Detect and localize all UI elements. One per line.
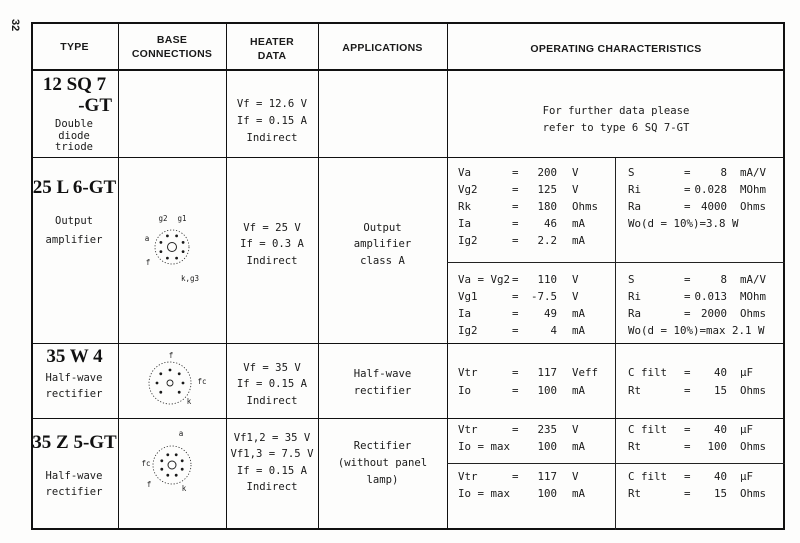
application-line: Output xyxy=(363,221,402,234)
characteristics-group xyxy=(447,364,615,400)
applications xyxy=(318,220,447,270)
characteristic-name: Io = max xyxy=(458,486,511,500)
pin-dot xyxy=(175,235,178,238)
base-center xyxy=(167,380,173,386)
characteristic-eq: = xyxy=(684,439,691,453)
characteristic-row xyxy=(615,288,785,305)
application-line: lamp) xyxy=(366,473,399,486)
characteristic-value: 0.013 xyxy=(694,290,727,303)
characteristic-eq: = xyxy=(684,486,691,500)
tube-description xyxy=(31,468,117,500)
characteristic-value: 40 xyxy=(713,422,727,436)
characteristic-unit: MOhm xyxy=(740,290,767,303)
characteristic-row xyxy=(447,364,615,382)
characteristic-value: 4000 xyxy=(700,200,727,213)
application-line: amplifier xyxy=(353,238,412,250)
characteristic-value: 200 xyxy=(537,166,557,179)
characteristic-unit: V xyxy=(572,183,579,196)
characteristic-eq: = xyxy=(684,200,691,213)
pin-label: f xyxy=(146,480,152,489)
base-diagram-octal xyxy=(128,422,218,498)
heater-data xyxy=(226,430,318,496)
characteristic-name: Io xyxy=(458,384,472,397)
description-line: diode xyxy=(58,129,90,142)
characteristic-value: 15 xyxy=(713,486,727,500)
tube-type: 35 Z 5-GT xyxy=(32,432,117,453)
characteristic-row xyxy=(615,271,785,288)
characteristic-row xyxy=(615,198,785,215)
heater-data xyxy=(226,96,318,147)
pin-label: k,g3 xyxy=(180,274,200,283)
characteristic-value: 117 xyxy=(537,366,557,379)
pin-dot xyxy=(160,468,163,471)
characteristic-name: Rt xyxy=(628,439,642,453)
header-line: CONNECTIONS xyxy=(131,48,213,60)
pin-label: k xyxy=(181,484,187,493)
application-line: class A xyxy=(360,254,405,267)
characteristic-eq: = xyxy=(699,217,707,230)
characteristic-value: 15 xyxy=(713,384,727,397)
tube-description xyxy=(31,370,117,402)
characteristic-row xyxy=(447,421,615,438)
characteristic-unit: mA/V xyxy=(740,166,767,179)
description-line: Half-wave xyxy=(45,470,103,482)
application-line: rectifier xyxy=(353,385,412,397)
pin-dot xyxy=(156,382,159,385)
pin-dot xyxy=(182,382,185,385)
characteristic-value: 40 xyxy=(713,366,727,379)
header-type: TYPE xyxy=(60,41,89,53)
base-outline xyxy=(153,446,191,484)
characteristic-eq: = xyxy=(512,217,519,230)
heater-line: Indirect xyxy=(246,132,298,144)
characteristic-eq: = xyxy=(684,307,691,320)
pin-dot xyxy=(181,468,184,471)
characteristic-eq: = xyxy=(512,384,519,397)
characteristic-name: C filt xyxy=(628,422,668,436)
characteristic-unit: mA xyxy=(572,324,586,337)
description-line: triode xyxy=(55,141,93,153)
characteristic-value: 49 xyxy=(543,307,557,320)
characteristic-row xyxy=(615,364,785,382)
characteristic-row xyxy=(615,181,785,198)
characteristic-unit: mA xyxy=(572,384,586,397)
characteristic-name: S xyxy=(628,166,635,179)
column-divider xyxy=(118,22,120,530)
pin-dot xyxy=(160,459,163,462)
page-number: 32 xyxy=(9,19,21,32)
characteristic-row xyxy=(447,232,615,249)
characteristic-unit: Veff xyxy=(572,366,599,379)
characteristic-name: C filt xyxy=(628,366,668,379)
characteristic-value: 117 xyxy=(537,469,557,483)
characteristic-row xyxy=(447,485,615,502)
base-diagram-miniature xyxy=(128,343,218,415)
characteristic-row xyxy=(447,164,615,181)
description-line: rectifier xyxy=(45,486,103,498)
characteristic-value: 235 xyxy=(537,422,557,436)
tube-type: 35 W 4 xyxy=(46,346,103,367)
reference-note xyxy=(447,103,785,137)
applications xyxy=(318,366,447,400)
characteristic-unit: Ohms xyxy=(740,200,767,213)
characteristic-row xyxy=(615,164,785,181)
characteristic-row xyxy=(447,305,615,322)
tube-type: 12 SQ 7 xyxy=(42,74,107,95)
characteristic-eq: = xyxy=(512,422,519,436)
base-key xyxy=(168,461,176,469)
characteristic-eq: = xyxy=(684,469,691,483)
characteristic-unit: Ohms xyxy=(740,384,767,397)
application-line: Rectifier xyxy=(353,439,412,452)
characteristic-value: 40 xyxy=(713,469,727,483)
row-divider xyxy=(31,418,785,420)
characteristic-unit: µF xyxy=(740,366,754,379)
characteristic-value: -7.5 xyxy=(530,290,557,303)
heater-line: If = 0.3 A xyxy=(240,238,304,250)
pin-dot xyxy=(178,391,181,394)
characteristic-name: Rt xyxy=(628,486,642,500)
characteristic-unit: V xyxy=(572,166,579,179)
heater-line: Vf1,2 = 35 V xyxy=(233,431,311,444)
tube-type-suffix: -GT xyxy=(78,95,112,116)
characteristic-value: 3.8 xyxy=(706,217,726,230)
pin-label: f xyxy=(145,258,151,267)
pin-dot xyxy=(169,369,172,372)
characteristic-row xyxy=(615,421,785,438)
characteristic-name: Vg2 xyxy=(458,183,478,196)
characteristic-unit: mA xyxy=(572,307,586,320)
characteristics-group xyxy=(615,271,785,339)
characteristic-name: Ig2 xyxy=(458,234,478,247)
characteristic-name: Ri xyxy=(628,183,642,196)
characteristic-value: 0.028 xyxy=(694,183,727,196)
characteristic-row xyxy=(615,305,785,322)
characteristics-group xyxy=(447,468,615,502)
heater-line: Vf = 25 V xyxy=(243,221,301,234)
pin-dot xyxy=(159,372,162,375)
pin-dots xyxy=(160,453,183,476)
pin-label: a xyxy=(144,234,150,243)
characteristic-value: 8 xyxy=(720,166,727,179)
pin-dot xyxy=(166,474,169,477)
header-heater-data xyxy=(226,35,318,63)
header-base-connections xyxy=(118,33,226,61)
applications xyxy=(318,438,447,489)
characteristics-group xyxy=(447,421,615,455)
characteristic-value: 125 xyxy=(537,183,557,196)
characteristic-value: 2.2 xyxy=(537,234,557,247)
characteristic-unit: V xyxy=(572,273,579,286)
characteristic-name: Vtr xyxy=(458,469,478,483)
heater-line: If = 0.15 A xyxy=(236,115,308,127)
characteristic-name: Ia xyxy=(458,307,472,320)
description-line: Double xyxy=(55,118,93,130)
note-line: For further data please xyxy=(542,104,690,117)
characteristic-value: max 2.1 xyxy=(706,324,752,337)
characteristics-group xyxy=(447,271,615,339)
characteristic-unit: MOhm xyxy=(740,183,767,196)
characteristic-name: Ri xyxy=(628,290,642,303)
pin-dot xyxy=(159,391,162,394)
heater-data xyxy=(226,220,318,270)
characteristic-unit: Ohms xyxy=(740,486,767,500)
description-line: Half-wave xyxy=(45,372,103,384)
characteristic-row xyxy=(447,288,615,305)
characteristic-eq: = xyxy=(512,469,519,483)
pin-dot xyxy=(166,257,169,260)
pin-dot xyxy=(166,453,169,456)
characteristic-eq: = xyxy=(512,200,519,213)
characteristic-eq: = xyxy=(684,384,691,397)
characteristic-value: 4 xyxy=(550,324,557,337)
characteristics-group xyxy=(615,164,785,232)
characteristic-value: 100 xyxy=(537,384,557,397)
characteristic-row xyxy=(615,438,785,455)
characteristic-row xyxy=(447,322,615,339)
characteristic-unit: Ohms xyxy=(740,307,767,320)
characteristic-name: Ig2 xyxy=(458,324,478,337)
characteristic-name: Va xyxy=(458,166,472,179)
pin-dot xyxy=(182,250,185,253)
pin-dots xyxy=(156,369,185,394)
characteristic-unit: mA xyxy=(572,217,586,230)
application-line: Half-wave xyxy=(353,368,412,380)
characteristic-row xyxy=(447,382,615,400)
description-line: amplifier xyxy=(45,234,103,246)
characteristic-eq: = xyxy=(699,324,707,337)
characteristics-group xyxy=(447,164,615,249)
characteristics-group xyxy=(615,364,785,400)
characteristic-unit: mA xyxy=(572,486,586,500)
characteristic-value: 46 xyxy=(543,217,557,230)
heater-data xyxy=(226,360,318,410)
characteristic-unit: V xyxy=(572,422,579,436)
base-key xyxy=(168,243,177,252)
characteristic-eq: = xyxy=(512,307,519,320)
characteristic-row xyxy=(447,438,615,455)
characteristic-row xyxy=(447,181,615,198)
subrow-divider xyxy=(447,262,785,263)
heater-line: If = 0.15 A xyxy=(236,378,308,390)
characteristic-unit: Ohms xyxy=(740,439,767,453)
characteristic-name: Va = Vg2 xyxy=(458,273,511,286)
tube-type: 25 L 6-GT xyxy=(32,177,117,198)
characteristic-unit: W xyxy=(758,324,765,337)
header-line: HEATER xyxy=(250,36,294,48)
pin-dot xyxy=(178,372,181,375)
pin-dot xyxy=(175,257,178,260)
heater-line: Vf1,3 = 7.5 V xyxy=(230,448,314,460)
pin-dot xyxy=(166,235,169,238)
pin-dot xyxy=(182,241,185,244)
pin-label: f xyxy=(168,351,174,360)
characteristic-value: 8 xyxy=(720,273,727,286)
base-outline xyxy=(155,230,189,264)
characteristic-name: S xyxy=(628,273,635,286)
characteristic-row xyxy=(615,215,785,232)
row-divider xyxy=(31,157,785,159)
pin-dot xyxy=(181,459,184,462)
characteristic-row xyxy=(447,468,615,485)
characteristic-name: Ra xyxy=(628,307,642,320)
pin-label: g1 xyxy=(177,214,187,223)
header-line: BASE xyxy=(156,34,188,46)
characteristics-group xyxy=(615,421,785,455)
pin-dots xyxy=(160,235,185,260)
characteristic-value: 110 xyxy=(537,273,557,286)
characteristic-unit: mA xyxy=(572,234,586,247)
characteristics-group xyxy=(615,468,785,502)
characteristic-unit: mA/V xyxy=(740,273,767,286)
pin-label: fc xyxy=(197,377,207,386)
characteristic-eq: = xyxy=(684,273,691,286)
characteristic-value: 180 xyxy=(537,200,557,213)
header-divider xyxy=(31,69,785,72)
heater-line: Indirect xyxy=(246,254,298,267)
characteristic-unit: µF xyxy=(740,422,754,436)
description-line: rectifier xyxy=(45,388,103,400)
characteristic-name: Rk xyxy=(458,200,472,213)
characteristic-value: 100 xyxy=(537,486,557,500)
characteristic-eq: = xyxy=(684,422,691,436)
characteristic-name: Io = max xyxy=(458,439,511,453)
characteristic-eq: = xyxy=(684,166,691,179)
heater-line: Vf = 35 V xyxy=(243,361,301,374)
characteristic-name: Ia xyxy=(458,217,472,230)
characteristic-eq: = xyxy=(512,324,519,337)
characteristic-unit: mA xyxy=(572,439,586,453)
note-line: refer to type 6 SQ 7-GT xyxy=(542,121,690,134)
characteristic-value: 2000 xyxy=(700,307,727,320)
pin-label: k xyxy=(186,397,192,406)
characteristic-row xyxy=(615,485,785,502)
characteristic-eq: = xyxy=(684,183,691,196)
characteristic-unit: Ohms xyxy=(572,200,599,213)
pin-label: a xyxy=(178,429,184,438)
characteristic-name: Wo(d = 10%) xyxy=(628,324,700,337)
characteristic-eq: = xyxy=(512,366,519,379)
characteristic-unit: V xyxy=(572,469,579,483)
header-line: DATA xyxy=(257,50,287,62)
characteristic-value: 100 xyxy=(537,439,557,453)
heater-line: Vf = 12.6 V xyxy=(236,98,308,110)
pin-dot xyxy=(175,453,178,456)
characteristic-value: 100 xyxy=(707,439,727,453)
tube-description xyxy=(31,212,117,250)
characteristic-row xyxy=(615,382,785,400)
characteristic-name: Vtr xyxy=(458,422,478,436)
description-line: Output xyxy=(55,215,93,227)
header-operating-characteristics: OPERATING CHARACTERISTICS xyxy=(530,43,702,55)
characteristic-row xyxy=(447,198,615,215)
characteristic-name: Vtr xyxy=(458,366,478,379)
characteristic-eq: = xyxy=(512,290,519,303)
heater-line: Indirect xyxy=(246,394,298,407)
characteristic-name: Ra xyxy=(628,200,642,213)
subrow-divider xyxy=(447,463,785,464)
pin-dot xyxy=(175,474,178,477)
pin-dot xyxy=(160,241,163,244)
characteristic-eq: = xyxy=(684,290,691,303)
pin-label: g2 xyxy=(158,214,168,223)
characteristic-name: Vg1 xyxy=(458,290,478,303)
characteristic-eq: = xyxy=(512,234,519,247)
characteristic-unit: µF xyxy=(740,469,754,483)
characteristic-name: Wo(d = 10%) xyxy=(628,217,700,230)
characteristic-eq: = xyxy=(684,366,691,379)
characteristic-unit: V xyxy=(572,290,579,303)
heater-line: If = 0.15 A xyxy=(236,464,308,477)
characteristic-name: Rt xyxy=(628,384,642,397)
pin-label: fc xyxy=(141,459,151,468)
characteristic-row xyxy=(615,468,785,485)
characteristic-eq: = xyxy=(512,166,519,179)
characteristic-eq: = xyxy=(512,183,519,196)
characteristic-eq: = xyxy=(512,273,519,286)
base-outline xyxy=(149,362,191,404)
characteristic-row xyxy=(447,271,615,288)
characteristic-row xyxy=(447,215,615,232)
base-diagram-octal xyxy=(128,205,218,290)
heater-line: Indirect xyxy=(246,481,298,493)
application-line: (without panel xyxy=(337,456,428,469)
characteristic-unit: W xyxy=(732,217,739,230)
header-applications: APPLICATIONS xyxy=(342,42,423,54)
characteristic-name: C filt xyxy=(628,469,668,483)
tube-description xyxy=(31,119,117,154)
pin-dot xyxy=(160,250,163,253)
characteristic-row xyxy=(615,322,785,339)
